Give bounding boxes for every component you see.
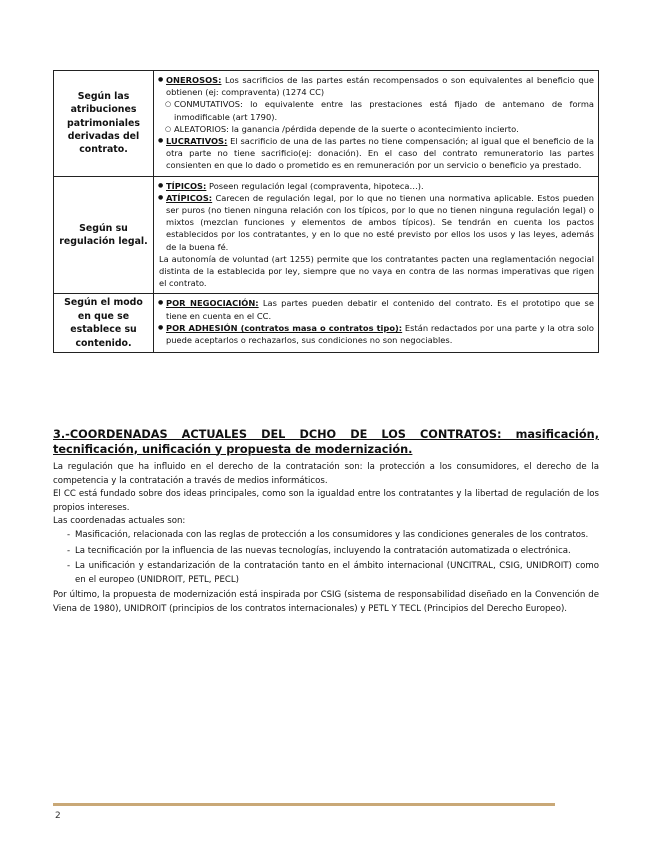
note-text: La autonomía de voluntad (art 1255) permite que los contratantes pacten una reglamentación negocial distinta de la establecida por ley, siempre que no vaya en contra de las normas imperativas que rigen el contrato. (159, 253, 594, 289)
table-row (54, 71, 599, 177)
dash-list-item: - La unificación y estandarización de la contratación tanto en el ámbito internacional (UNCITRAL, CSIG, UNIDROIT) como en el europeo (UNIDROIT, PETL, PECL) (53, 560, 599, 587)
dash-list-item: - Masificación, relacionada con las reglas de protección a los consumidores y las condiciones generales de los contratos. (53, 529, 599, 543)
row-heading: Según el modo en que se establece su contenido. (54, 294, 154, 353)
row-content (154, 176, 599, 294)
sub-list-item: ○ CONMUTATIVOS: lo equivalente entre las prestaciones está fijado de antemano de forma inmodificable (art 1790). (159, 98, 594, 122)
paragraph: El CC está fundado sobre dos ideas principales, como son la igualdad entre los contratantes y la libertad de regulación de los propios intereses. (53, 489, 599, 513)
paragraph: Las coordenadas actuales son: (53, 516, 186, 527)
table-row (54, 176, 599, 294)
row-heading: Según su regulación legal. (54, 176, 154, 294)
row-content (154, 294, 599, 353)
dash-list-item: - La tecnificación por la influencia de las nuevas tecnologías, incluyendo la contratación automatizada o electrónica. (53, 545, 599, 559)
list-item: ● POR NEGOCIACIÓN: Las partes pueden debatir el contenido del contrato. Es el prototipo que se tiene en cuenta en el CC. (159, 297, 594, 321)
section-title: 3.-COORDENADAS ACTUALES DEL DCHO DE LOS CONTRATOS: masificación, tecnificación, unificación y propuesta de modernización. (53, 428, 599, 456)
contract-classification-table (53, 70, 599, 353)
paragraph: La regulación que ha influido en el derecho de la contratación son: la protección a los consumidores, el derecho de la competencia y la contratación a través de medios informáticos. (53, 462, 599, 486)
table-row (54, 294, 599, 353)
paragraph: Por último, la propuesta de modernización está inspirada por CSIG (sistema de responsabilidad diseñado en la Convención de Viena de 1980), UNIDROIT (principios de los contratos internacionales) y PETL Y TECL (Principios del Derecho Europeo). (53, 590, 599, 614)
sub-list-item: ○ ALEATORIOS: la ganancia /pérdida depende de la suerte o acontecimiento incierto. (159, 123, 594, 135)
list-item: ● POR ADHESIÓN (contratos masa o contratos tipo): Están redactados por una parte y la otra solo puede aceptarlos o rechazarlos, sus condiciones no son negociables. (159, 322, 594, 346)
list-item: ● ONEROSOS: Los sacrificios de las partes están recompensados o son equivalentes al beneficio que obtienen (ej: compraventa) (1274 CC) (159, 74, 594, 98)
list-item: ● TÍPICOS: Poseen regulación legal (compraventa, hipoteca…). (159, 180, 594, 192)
row-content (154, 71, 599, 177)
row-heading: Según las atribuciones patrimoniales derivadas del contrato. (54, 71, 154, 177)
list-item: ● LUCRATIVOS: El sacrificio de una de las partes no tiene compensación; al igual que el beneficio de la otra parte no tiene sacrificio(ej: donación). En el caso del contrato remuneratorio las partes consienten en que lo dado o prometido es en remuneración por un servicio o beneficio ya prestado. (159, 135, 594, 172)
list-item: ● ATÍPICOS: Carecen de regulación legal, por lo que no tienen una normativa aplicable. Estos pueden ser puros (no tienen ninguna relación con los típicos, por lo que no tienen ninguna regulación legal) o mixtos (mezclan funciones y elementos de ambos típicos). Se tendrán en cuenta los pactos establecidos por los contratantes, y en lo que no esté previsto por ellos los usos y las leyes, además de la buena fé. (159, 192, 594, 253)
footer-rule (53, 803, 555, 806)
section-3 (53, 428, 599, 617)
page-number: 2 (55, 811, 61, 821)
